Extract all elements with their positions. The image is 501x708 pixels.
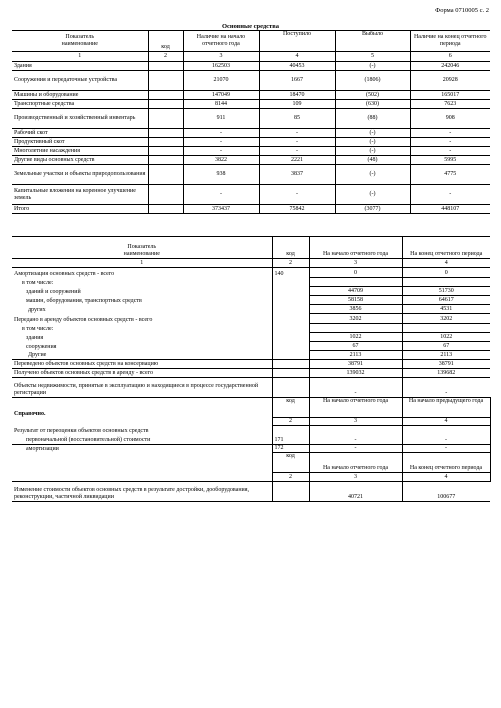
table-row (12, 333, 490, 342)
row-value: 3822 (183, 156, 259, 165)
row-label: Итого (12, 205, 148, 214)
row-label: первоначальной (восстановительной) стоимости (12, 435, 272, 445)
table-row (12, 205, 490, 214)
table-row (12, 165, 490, 185)
row-value: - (259, 185, 335, 205)
table-row (12, 156, 490, 165)
table-row (12, 138, 490, 147)
row-label: сооружения (12, 342, 272, 351)
change-start-header: На начало отчетного года (309, 453, 402, 473)
row-value: - (309, 378, 402, 398)
row-label: Капитальные вложения на коренное улучшение земель (12, 185, 148, 205)
row-value: - (402, 435, 490, 445)
col-num: 1 (12, 52, 148, 62)
col-num: 4 (402, 418, 490, 426)
row-value: - (183, 147, 259, 156)
row-value: 51730 (402, 287, 490, 296)
form-label: Форма 0710005 с. 2 (435, 7, 489, 14)
t2-header-end: На конец отчетного периода (402, 237, 490, 259)
row-value: (-) (335, 62, 410, 71)
table-row (12, 185, 490, 205)
row-value: 67 (309, 342, 402, 351)
header-indicator: Показатель наименование (12, 31, 148, 52)
row-label: Объекты недвижимости, принятые в эксплуатацию и находящиеся в процессе государственной регистрации (12, 378, 272, 398)
row-code (272, 314, 309, 324)
row-code (148, 165, 183, 185)
col-num: 5 (335, 52, 410, 62)
row-code (272, 287, 309, 296)
row-value: 8144 (183, 100, 259, 109)
table-row (12, 351, 490, 360)
row-label: Транспортные средства (12, 100, 148, 109)
row-value: 109 (259, 100, 335, 109)
row-value: 147049 (183, 91, 259, 100)
row-value: 3202 (309, 314, 402, 324)
row-label: других (12, 305, 272, 314)
row-value: (88) (335, 109, 410, 129)
row-code (272, 342, 309, 351)
row-code (148, 185, 183, 205)
row-value: - (183, 185, 259, 205)
col-num: 1 (12, 259, 272, 268)
table-row (12, 378, 490, 398)
change-code-header: код (272, 453, 309, 473)
row-value (402, 324, 490, 333)
row-value: 3856 (309, 305, 402, 314)
row-label: Многолетние насаждения (12, 147, 148, 156)
row-value: 58158 (309, 296, 402, 305)
section-title: Основные средства (221, 23, 280, 30)
col-num: 4 (444, 260, 448, 266)
table-row (12, 445, 490, 453)
row-code (148, 62, 183, 71)
row-code (148, 71, 183, 91)
col-num: 2 (272, 418, 309, 426)
row-value: 67 (402, 342, 490, 351)
t2-header-indicator: Показатель наименование (12, 237, 272, 259)
col-num: 3 (309, 418, 402, 426)
row-label: в том числе: (12, 324, 272, 333)
row-value: 911 (183, 109, 259, 129)
row-value: 448107 (410, 205, 490, 214)
row-code: 172 (272, 445, 309, 453)
col-num: 3 (309, 259, 402, 268)
row-label: Другие (12, 351, 272, 360)
row-value: 85 (259, 109, 335, 129)
row-value: (-) (335, 185, 410, 205)
row-value: (630) (335, 100, 410, 109)
row-value: 938 (183, 165, 259, 185)
depreciation-table (12, 236, 491, 502)
row-value: 4531 (402, 305, 490, 314)
table-row (12, 296, 490, 305)
col-num: 2 (272, 473, 309, 482)
row-label: Продуктивный скот (12, 138, 148, 147)
table-row (12, 71, 490, 91)
table-row (12, 305, 490, 314)
row-code (272, 351, 309, 360)
table-row (12, 268, 490, 278)
header-received: Поступило (259, 31, 335, 52)
row-value: 21070 (183, 71, 259, 91)
row-value: - (402, 378, 490, 398)
row-value: (-) (335, 147, 410, 156)
table-row (12, 314, 490, 324)
row-value: 2113 (309, 351, 402, 360)
row-value: 2113 (402, 351, 490, 360)
col-num: 6 (410, 52, 490, 62)
row-value: (502) (335, 91, 410, 100)
row-code (272, 296, 309, 305)
row-value: - (259, 147, 335, 156)
col-num: 4 (259, 52, 335, 62)
row-code (272, 324, 309, 333)
col-num: 2 (272, 259, 309, 268)
row-code (148, 129, 183, 138)
row-code (272, 369, 309, 378)
row-code (272, 360, 309, 369)
table-row (12, 287, 490, 296)
row-value: 3837 (259, 165, 335, 185)
row-label: Рабочий скот (12, 129, 148, 138)
row-code (148, 138, 183, 147)
table-row (12, 91, 490, 100)
table-row (12, 100, 490, 109)
row-value: (3077) (335, 205, 410, 214)
header-code: код (148, 31, 183, 52)
t2-header-start: На начало отчетного года (309, 237, 402, 259)
ref-code-header: код (272, 398, 309, 408)
row-value: (48) (335, 156, 410, 165)
row-value: - (410, 185, 490, 205)
row-value: 162503 (183, 62, 259, 71)
reference-label: Справочно. (14, 410, 46, 417)
col-num: 3 (309, 473, 402, 482)
row-label: Земельные участки и объекты природопользования (12, 165, 148, 185)
row-value: 3202 (402, 314, 490, 324)
row-code (148, 156, 183, 165)
row-value: 908 (410, 109, 490, 129)
table-row (12, 360, 490, 369)
row-value: - (410, 129, 490, 138)
row-value: - (410, 138, 490, 147)
row-label: Производственный и хозяйственный инвентарь (12, 109, 148, 129)
row-value: 1667 (259, 71, 335, 91)
row-code: 140 (272, 268, 309, 278)
change-end-header: На конец отчетного периода (402, 453, 490, 473)
change-end: 100677 (402, 482, 490, 502)
revaluation-label: Результат от переоценки объектов основных средств (14, 427, 149, 434)
row-value: 0 (402, 268, 490, 278)
row-value: 38791 (402, 360, 490, 369)
row-value: 165017 (410, 91, 490, 100)
row-label: машин, оборудования, транспортных средств (12, 296, 272, 305)
row-value: 75842 (259, 205, 335, 214)
row-value: - (309, 435, 402, 445)
col-num: 3 (183, 52, 259, 62)
row-value: (1806) (335, 71, 410, 91)
ref-start-header: На начало отчетного года (309, 398, 402, 418)
row-label: Переведено объектов основных средств на консервацию (12, 360, 272, 369)
row-code (272, 333, 309, 342)
row-value: 44709 (309, 287, 402, 296)
row-code (148, 205, 183, 214)
row-value: (-) (335, 138, 410, 147)
row-code (148, 91, 183, 100)
row-label: здания (12, 333, 272, 342)
header-end: Наличие на конец отчетного периода (410, 31, 490, 52)
row-value: - (259, 138, 335, 147)
row-code (272, 305, 309, 314)
table-row (12, 435, 490, 445)
row-label: зданий и сооружений (12, 287, 272, 296)
row-value: 373437 (183, 205, 259, 214)
change-start: 40721 (309, 482, 402, 502)
change-label: Изменение стоимости объектов основных средств в результате достройки, дооборудования, реконструкции, частичной ликвидации (12, 482, 272, 502)
header-disposed: Выбыло (335, 31, 410, 52)
table-row (12, 278, 490, 287)
table-row (12, 147, 490, 156)
row-code (148, 100, 183, 109)
header-start: Наличие на начало отчетного года (183, 31, 259, 52)
table-row (12, 109, 490, 129)
row-value: 139032 (309, 369, 402, 378)
table-row (12, 129, 490, 138)
row-label: Сооружения и передаточные устройства (12, 71, 148, 91)
row-label: Здания (12, 62, 148, 71)
row-value: - (183, 129, 259, 138)
table-row (12, 62, 490, 71)
row-label: Амортизация основных средств - всего (12, 268, 272, 278)
row-value (309, 324, 402, 333)
ref-prev-header: На начало предыдущего года (402, 398, 490, 418)
row-value: (-) (335, 165, 410, 185)
row-value: 5995 (410, 156, 490, 165)
column-numbers-row (12, 52, 490, 62)
row-label: в том числе: (12, 278, 272, 287)
row-label: амортизации (26, 445, 59, 452)
col-num: 2 (148, 52, 183, 62)
row-value: 7623 (410, 100, 490, 109)
row-code (148, 109, 183, 129)
row-label: Машины и оборудование (12, 91, 148, 100)
row-value: 40453 (259, 62, 335, 71)
row-value: - (259, 129, 335, 138)
row-value: 18470 (259, 91, 335, 100)
row-value: 0 (309, 268, 402, 278)
row-value: 2221 (259, 156, 335, 165)
row-value: - (410, 147, 490, 156)
row-value: 20928 (410, 71, 490, 91)
row-label: Передано в аренду объектов основных средств - всего (12, 314, 272, 324)
table-row (12, 369, 490, 378)
row-label: Другие виды основных средств (12, 156, 148, 165)
table-row (12, 482, 490, 502)
row-value: 139682 (402, 369, 490, 378)
row-value: (-) (335, 129, 410, 138)
row-code (272, 378, 309, 398)
row-code: 171 (272, 435, 309, 445)
t2-header-code: код (272, 237, 309, 259)
row-code (148, 147, 183, 156)
row-value: 64617 (402, 296, 490, 305)
row-value: - (183, 138, 259, 147)
row-value: 4775 (410, 165, 490, 185)
col-num: 4 (402, 473, 490, 482)
row-code (272, 278, 309, 287)
row-value: 1022 (309, 333, 402, 342)
row-value (309, 278, 402, 287)
row-value: 38791 (309, 360, 402, 369)
row-label: Получено объектов основных средств в аренду - всего (12, 369, 272, 378)
table-row (12, 342, 490, 351)
table-row (12, 324, 490, 333)
row-value: 1022 (402, 333, 490, 342)
row-value: - (309, 445, 402, 453)
row-value: - (402, 445, 490, 453)
row-value (402, 278, 490, 287)
fixed-assets-table (12, 30, 490, 214)
row-value: 242046 (410, 62, 490, 71)
